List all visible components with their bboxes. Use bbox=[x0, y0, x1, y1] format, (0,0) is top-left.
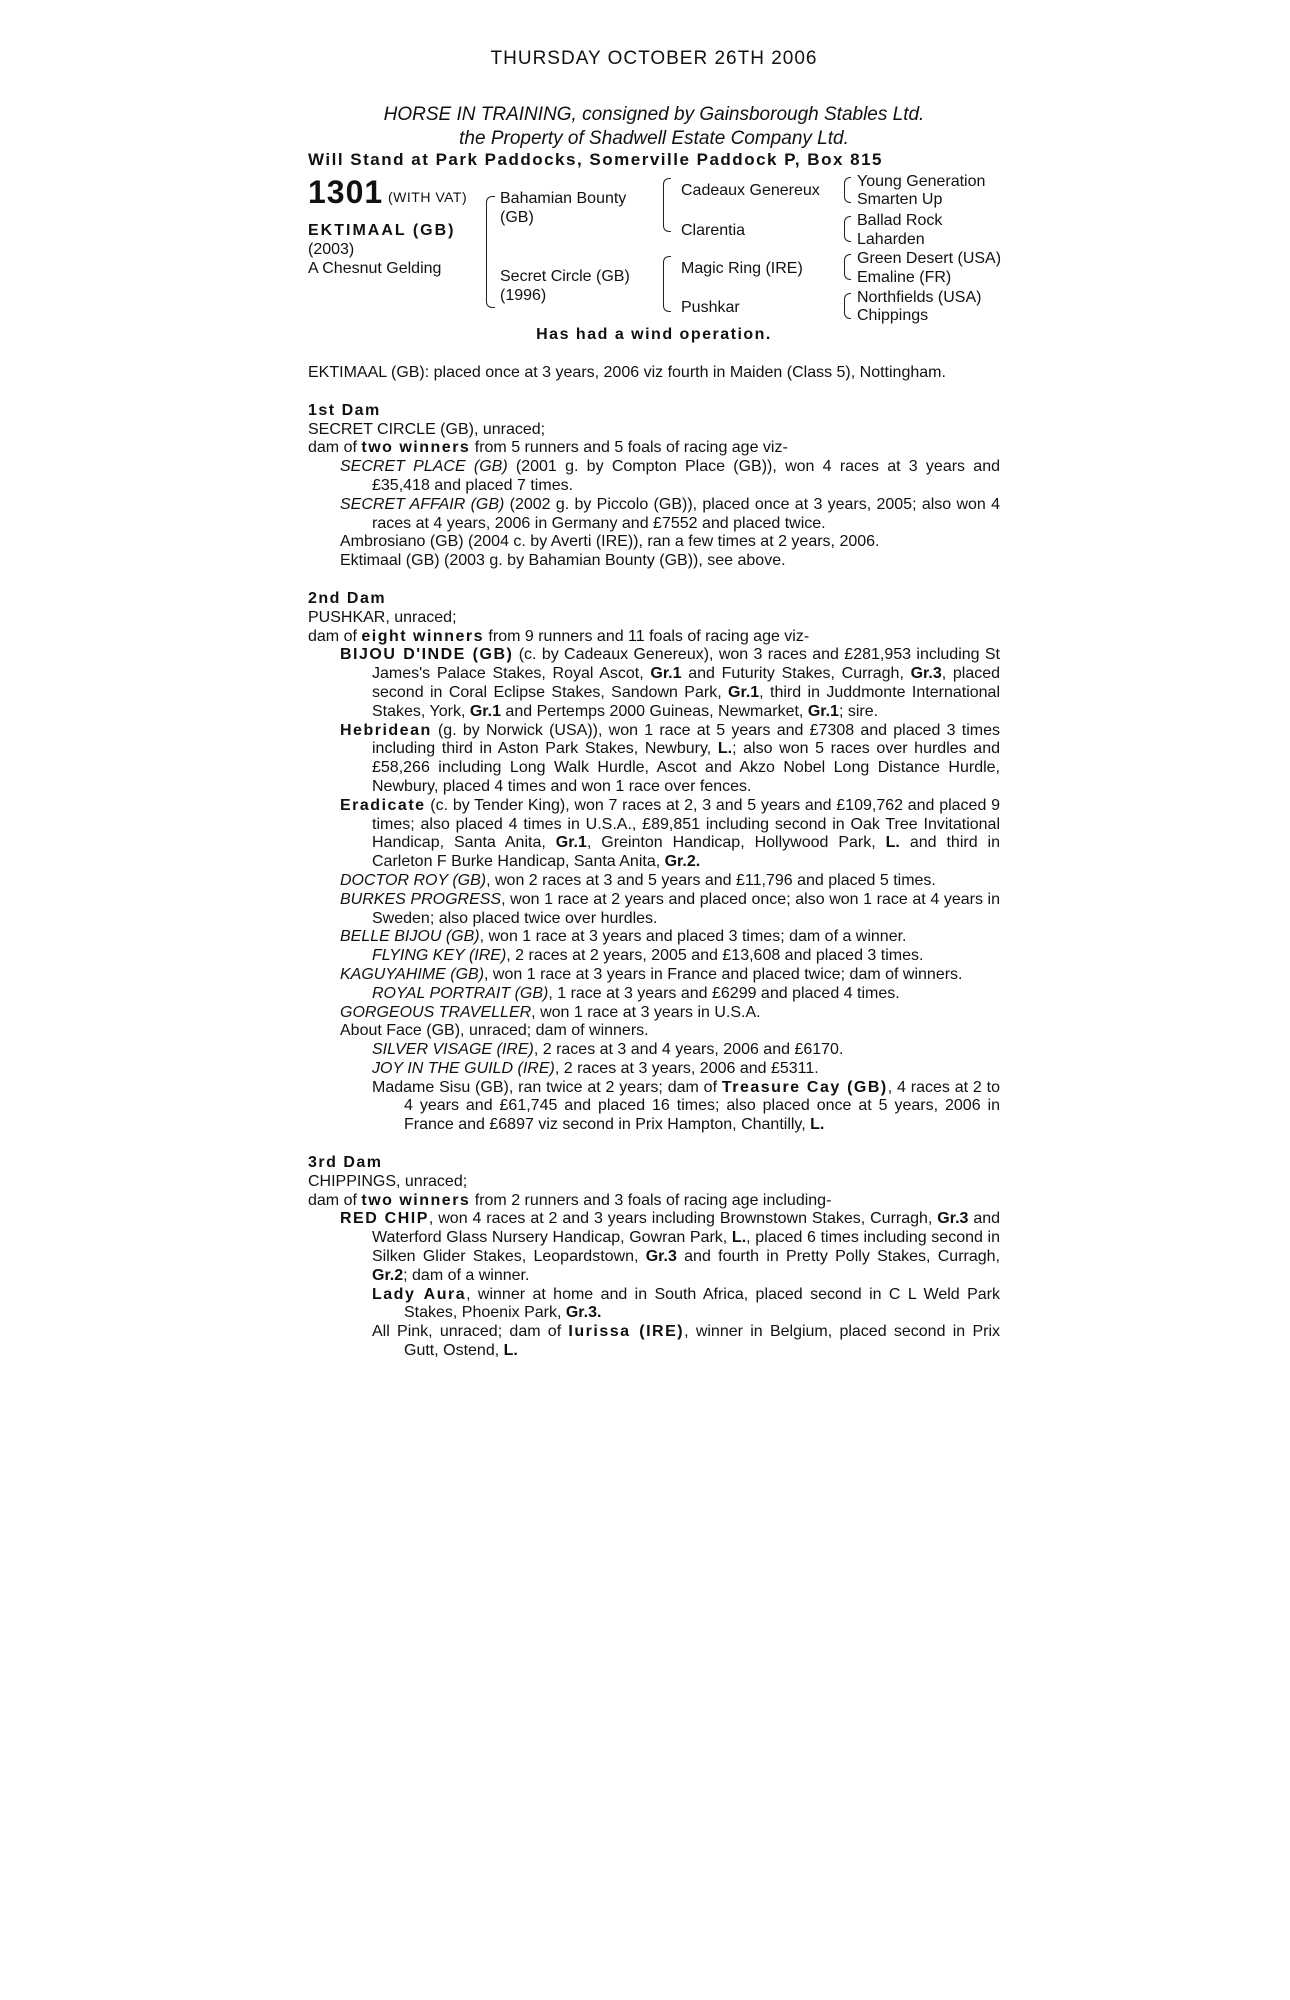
pedigree-dam-year: (1996) bbox=[500, 287, 547, 304]
pedigree-brace-g3-4 bbox=[844, 293, 851, 319]
consignor-line: HORSE IN TRAINING, consigned by Gainsborough Stables Ltd. bbox=[383, 104, 925, 125]
progeny-entry: KAGUYAHIME (GB), won 1 race at 3 years in France and placed twice; dam of winners. bbox=[340, 965, 963, 983]
stand-location: Will Stand at Park Paddocks, Somerville Paddock P, Box 815 bbox=[308, 150, 884, 169]
pedigree-sire-dam: Clarentia bbox=[681, 222, 746, 239]
lot-number: 1301 bbox=[308, 174, 384, 210]
race-summary: EKTIMAAL (GB): placed once at 3 years, 2006 viz fourth in Maiden (Class 5), Nottingham. bbox=[308, 364, 946, 381]
third-dam-produce: dam of two winners from 2 runners and 3 foals of racing age including- bbox=[308, 1191, 832, 1209]
vat-note: (WITH VAT) bbox=[388, 189, 468, 205]
progeny-entry: DOCTOR ROY (GB), won 2 races at 3 and 5 years and £11,796 and placed 5 times. bbox=[340, 871, 936, 889]
second-dam-name: PUSHKAR, unraced; bbox=[308, 608, 457, 626]
third-dam-heading: 3rd Dam bbox=[308, 1154, 383, 1172]
progeny-entry: Ambrosiano (GB) (2004 c. by Averti (IRE)), ran a few times at 2 years, 2006. bbox=[340, 533, 880, 551]
pedigree-dam-dam: Pushkar bbox=[681, 299, 740, 316]
progeny-entry: SECRET PLACE (GB) (2001 g. by Compton Place (GB)), won 4 races at 3 years and £35,418 and placed 7 times. bbox=[340, 458, 1001, 494]
pedigree-g3-emaline: Emaline (FR) bbox=[857, 269, 952, 286]
first-dam-name: SECRET CIRCLE (GB), unraced; bbox=[308, 420, 546, 438]
pedigree-g3-laharden: Laharden bbox=[857, 231, 925, 248]
horse-description: A Chesnut Gelding bbox=[308, 260, 442, 277]
horse-year: (2003) bbox=[308, 241, 355, 258]
progeny-entry: Ektimaal (GB) (2003 g. by Bahamian Bounty (GB)), see above. bbox=[340, 552, 786, 570]
grand-progeny-entry: Lady Aura, winner at home and in South Africa, placed second in C L Weld Park Stakes, Phoenix Park, Gr.3. bbox=[372, 1285, 1000, 1322]
pedigree-sire-country: (GB) bbox=[500, 209, 534, 226]
second-dam-produce: dam of eight winners from 9 runners and 11 foals of racing age viz- bbox=[308, 627, 810, 645]
grand-progeny-entry: JOY IN THE GUILD (IRE), 2 races at 3 years, 2006 and £5311. bbox=[372, 1059, 819, 1077]
progeny-entry: Hebridean (g. by Norwick (USA)), won 1 race at 5 years and £7308 and placed 3 times including third in Aston Park Stakes, Newbury, L.; also won 5 races over hurdles and £58,266 including Long Walk Hurdle, Ascot and Akzo Nobel Long Distance Hurdle, Newbury, placed 4 times and won 1 race over fences. bbox=[340, 721, 1000, 795]
consignment-header bbox=[308, 103, 1000, 151]
progeny-entry: BELLE BIJOU (GB), won 1 race at 3 years and placed 3 times; dam of a winner. bbox=[340, 928, 907, 946]
pedigree-brace-dam bbox=[663, 256, 671, 312]
pedigree-sire-sire: Cadeaux Genereux bbox=[681, 182, 820, 199]
grand-progeny-entry: Madame Sisu (GB), ran twice at 2 years; dam of Treasure Cay (GB), 4 races at 2 to 4 years and £61,745 and placed 16 times; also placed once at 5 years, 2006 in France and £6897 viz second in Prix Hampton, Chantilly, L. bbox=[372, 1078, 1001, 1134]
pedigree-brace-g3-1 bbox=[844, 177, 851, 203]
pedigree-g3-young-generation: Young Generation bbox=[857, 173, 986, 190]
sale-date: THURSDAY OCTOBER 26TH 2006 bbox=[490, 48, 818, 69]
pedigree-g3-green-desert: Green Desert (USA) bbox=[857, 250, 1002, 267]
pedigree-g3-chippings: Chippings bbox=[857, 307, 929, 324]
progeny-entry: SECRET AFFAIR (GB) (2002 g. by Piccolo (GB)), placed once at 3 years, 2005; also won 4 races at 4 years, 2006 in Germany and £7552 and placed twice. bbox=[340, 495, 1000, 532]
pedigree-sire: Bahamian Bounty bbox=[500, 190, 627, 207]
first-dam-produce: dam of two winners from 5 runners and 5 foals of racing age viz- bbox=[308, 439, 788, 457]
third-dam-name: CHIPPINGS, unraced; bbox=[308, 1172, 468, 1190]
pedigree-brace-main bbox=[486, 196, 495, 308]
progeny-entry: About Face (GB), unraced; dam of winners. bbox=[340, 1022, 649, 1040]
grand-progeny-entry: ROYAL PORTRAIT (GB), 1 race at 3 years and £6299 and placed 4 times. bbox=[372, 984, 900, 1002]
horse-name: EKTIMAAL (GB) bbox=[308, 222, 456, 239]
catalogue-body bbox=[308, 364, 1000, 1361]
grand-progeny-entry: FLYING KEY (IRE), 2 races at 2 years, 2005 and £13,608 and placed 3 times. bbox=[372, 947, 924, 965]
first-dam-heading: 1st Dam bbox=[308, 401, 381, 419]
pedigree-dam: Secret Circle (GB) bbox=[500, 268, 630, 285]
pedigree-g3-northfields: Northfields (USA) bbox=[857, 289, 982, 306]
second-dam-heading: 2nd Dam bbox=[308, 589, 387, 607]
progeny-entry: BURKES PROGRESS, won 1 race at 2 years and placed once; also won 1 race at 4 years in Sweden; also placed twice over hurdles. bbox=[340, 890, 1000, 927]
pedigree-g3-ballad-rock: Ballad Rock bbox=[857, 212, 943, 229]
pedigree-brace-g3-3 bbox=[844, 254, 851, 280]
grand-progeny-entry: SILVER VISAGE (IRE), 2 races at 3 and 4 years, 2006 and £6170. bbox=[372, 1041, 844, 1059]
progeny-entry: Eradicate (c. by Tender King), won 7 races at 2, 3 and 5 years and £109,762 and placed 9 times; also placed 4 times in U.S.A., £89,851 including second in Oak Tree Invitational Handicap, Santa Anita, Gr.1, Greinton Handicap, Hollywood Park, L. and third in Carleton F Burke Handicap, Santa Anita, Gr.2. bbox=[340, 796, 1000, 871]
pedigree-dam-sire: Magic Ring (IRE) bbox=[681, 260, 803, 277]
grand-progeny-entry: All Pink, unraced; dam of Iurissa (IRE), winner in Belgium, placed second in Prix Gutt, Ostend, L. bbox=[372, 1323, 1001, 1360]
progeny-entry: BIJOU D'INDE (GB) (c. by Cadeaux Genereux), won 3 races and £281,953 including St James's Palace Stakes, Royal Ascot, Gr.1 and Futurity Stakes, Curragh, Gr.3, placed second in Coral Eclipse Stakes, Sandown Park, Gr.1, third in Juddmonte International Stakes, York, Gr.1 and Pertemps 2000 Guineas, Newmarket, Gr.1; sire. bbox=[340, 646, 1001, 720]
progeny-entry: GORGEOUS TRAVELLER, won 1 race at 3 years in U.S.A. bbox=[340, 1003, 761, 1021]
wind-operation-note: Has had a wind operation. bbox=[536, 326, 772, 343]
pedigree-g3-smarten-up: Smarten Up bbox=[857, 191, 943, 208]
progeny-entry: RED CHIP, won 4 races at 2 and 3 years including Brownstown Stakes, Curragh, Gr.3 and Waterford Glass Nursery Handicap, Gowran Park, L., placed 6 times including second in Silken Glider Stakes, Leopardstown, Gr.3 and fourth in Pretty Polly Stakes, Curragh, Gr.2; dam of a winner. bbox=[340, 1210, 1001, 1284]
pedigree-brace-g3-2 bbox=[844, 216, 851, 242]
property-line: the Property of Shadwell Estate Company Ltd. bbox=[459, 128, 849, 149]
pedigree-brace-sire bbox=[663, 178, 671, 232]
